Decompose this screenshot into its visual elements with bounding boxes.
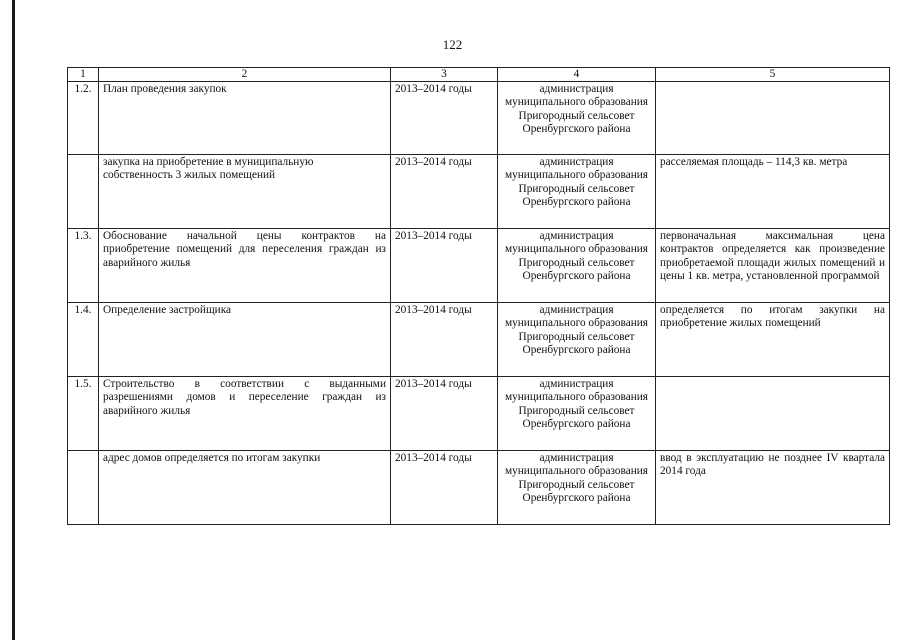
- event-cell: закупка на приобретение в муниципальную собственность 3 жилых помещений: [99, 155, 391, 229]
- binding-edge-line: [12, 0, 15, 640]
- executor-cell: администрация муниципального образования Пригородный сельсовет Оренбургского района: [498, 377, 656, 451]
- event-cell: Строительство в соответствии с выданными разрешениями домов и переселение граждан из аварийного жилья: [99, 377, 391, 451]
- event-cell: Определение застройщика: [99, 303, 391, 377]
- result-cell: [656, 377, 890, 451]
- row-number-cell: 1.4.: [68, 303, 99, 377]
- period-cell: 2013–2014 годы: [391, 82, 498, 155]
- column-number: 3: [391, 68, 498, 82]
- period-cell: 2013–2014 годы: [391, 229, 498, 303]
- row-number-cell: [68, 451, 99, 525]
- page-number: 122: [442, 37, 463, 52]
- result-cell: расселяемая площадь – 114,3 кв. метра: [656, 155, 890, 229]
- result-cell: [656, 82, 890, 155]
- executor-cell: администрация муниципального образования Пригородный сельсовет Оренбургского района: [498, 303, 656, 377]
- period-cell: 2013–2014 годы: [391, 155, 498, 229]
- executor-cell: администрация муниципального образования Пригородный сельсовет Оренбургского района: [498, 155, 656, 229]
- table-row: [68, 82, 890, 155]
- event-cell: План проведения закупок: [99, 82, 391, 155]
- event-cell: адрес домов определяется по итогам закупки: [99, 451, 391, 525]
- period-cell: 2013–2014 годы: [391, 303, 498, 377]
- period-cell: 2013–2014 годы: [391, 377, 498, 451]
- table-row: [68, 451, 890, 525]
- column-number: 4: [498, 68, 656, 82]
- executor-cell: администрация муниципального образования Пригородный сельсовет Оренбургского района: [498, 82, 656, 155]
- row-number-cell: 1.3.: [68, 229, 99, 303]
- row-number-cell: 1.2.: [68, 82, 99, 155]
- event-cell: Обоснование начальной цены контрактов на приобретение помещений для переселения граждан из аварийного жилья: [99, 229, 391, 303]
- table-row: [68, 377, 890, 451]
- column-number: 2: [99, 68, 391, 82]
- plan-table: [67, 67, 890, 525]
- column-number-row: [68, 68, 890, 82]
- executor-cell: администрация муниципального образования Пригородный сельсовет Оренбургского района: [498, 229, 656, 303]
- row-number-cell: [68, 155, 99, 229]
- table-row: [68, 303, 890, 377]
- table-row: [68, 229, 890, 303]
- executor-cell: администрация муниципального образования Пригородный сельсовет Оренбургского района: [498, 451, 656, 525]
- row-number-cell: 1.5.: [68, 377, 99, 451]
- table-row: [68, 155, 890, 229]
- result-cell: первоначальная максимальная цена контрактов определяется как произведение приобретаемой площади жилых помещений и цены 1 кв. метра, установленной программой: [656, 229, 890, 303]
- result-cell: определяется по итогам закупки на приобретение жилых помещений: [656, 303, 890, 377]
- result-cell: ввод в эксплуатацию не позднее IV квартала 2014 года: [656, 451, 890, 525]
- column-number: 1: [68, 68, 99, 82]
- period-cell: 2013–2014 годы: [391, 451, 498, 525]
- column-number: 5: [656, 68, 890, 82]
